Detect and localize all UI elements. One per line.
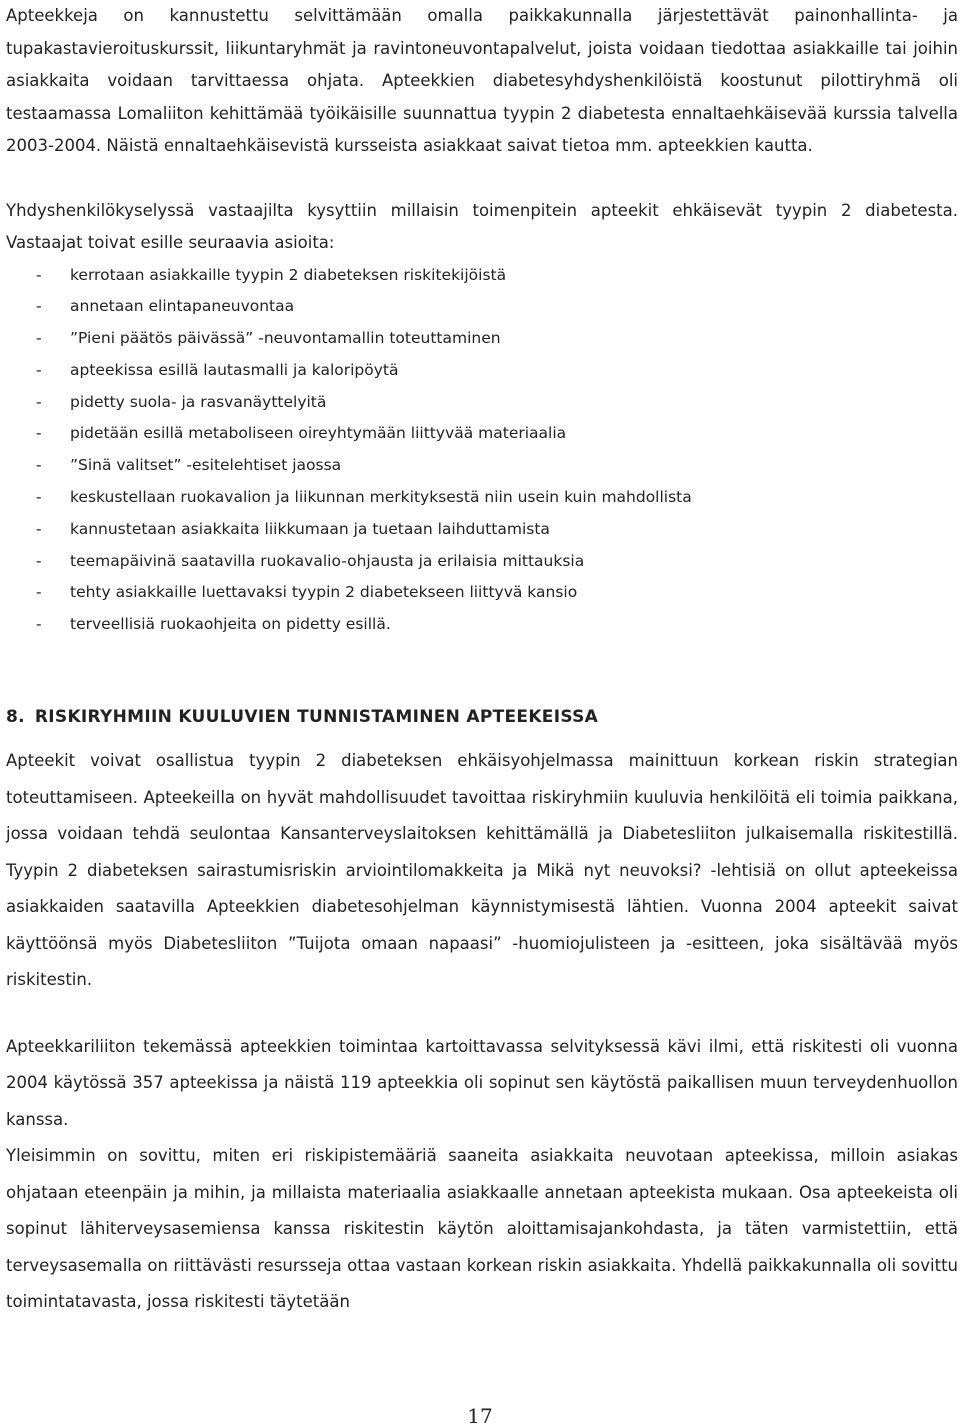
list-dash: - bbox=[36, 456, 42, 475]
list-dash: - bbox=[36, 392, 42, 411]
list-dash: - bbox=[36, 424, 42, 443]
paragraph-survey: Yhdyshenkilökyselyssä vastaajilta kysyttiin millaisin toimenpitein apteekit ehkäisevät tyypin 2 diabetesta. Vastaajat toivat esille seuraavia asioita: bbox=[6, 200, 958, 252]
list-dash: - bbox=[36, 583, 42, 602]
list-item bbox=[6, 514, 958, 546]
document-page bbox=[6, 0, 958, 1321]
list-item bbox=[6, 609, 958, 641]
list-dash: - bbox=[36, 360, 42, 379]
list-item-text: terveellisiä ruokaohjeita on pidetty esillä. bbox=[70, 615, 391, 634]
list-item bbox=[6, 291, 958, 323]
list-item-text: kerrotaan asiakkaille tyypin 2 diabeteksen riskitekijöistä bbox=[70, 265, 507, 284]
paragraph-practices: Yleisimmin on sovittu, miten eri riskipistemääriä saaneita asiakkaita neuvotaan apteekissa, milloin asiakas ohjataan eteenpäin ja mihin, ja millaista materiaalia asiakkaalle annetaan apteekista mukaan. Osa apteekeista oli sopinut lähiterveysasemiensa kanssa riskitestin käytön aloittamisajankohdasta, ja täten varmistettiin, että terveysasemalla on riittävästi resursseja ottaa vastaan korkean riskin asiakkaita. Yhdellä paikkakunnalla oli sovittu toimintatavasta, jossa riskitesti täytetään bbox=[6, 1146, 958, 1312]
section-heading bbox=[6, 701, 958, 733]
list-item bbox=[6, 387, 958, 419]
list-dash: - bbox=[36, 297, 42, 316]
list-dash: - bbox=[36, 329, 42, 348]
list-item bbox=[6, 482, 958, 514]
list-item-text: keskustellaan ruokavalion ja liikunnan merkityksestä niin usein kuin mahdollista bbox=[70, 488, 692, 507]
list-item bbox=[6, 323, 958, 355]
list-item-text: ”Pieni päätös päivässä” -neuvontamallin toteuttaminen bbox=[70, 329, 501, 348]
measures-list bbox=[6, 260, 958, 642]
page-number: 17 bbox=[467, 1404, 493, 1428]
list-dash: - bbox=[36, 615, 42, 634]
section-number: 8. bbox=[6, 707, 25, 728]
list-item bbox=[6, 546, 958, 578]
list-item-text: tehty asiakkaille luettavaksi tyypin 2 diabetekseen liittyvä kansio bbox=[70, 583, 578, 602]
list-dash: - bbox=[36, 488, 42, 507]
list-item-text: pidetään esillä metaboliseen oireyhtymään liittyvää materiaalia bbox=[70, 424, 567, 443]
list-item bbox=[6, 355, 958, 387]
paragraph-intro: Apteekkeja on kannustettu selvittämään omalla paikkakunnalla järjestettävät painonhallinta- ja tupakastavieroituskurssit, liikuntaryhmät ja ravintoneuvontapalvelut, joista voidaan tiedottaa asiakkaille tai joihin asiakkaita voidaan tarvittaessa ohjata. Apteekkien diabetesyhdyshenkilöistä koostunut pilottiryhmä oli testaamassa Lomaliiton kehittämää työikäisille suunnattua tyypin 2 diabetesta ennaltaehkäisevää kurssia talvella 2003-2004. Näistä ennaltaehkäisevistä kursseista asiakkaat saivat tietoa mm. apteekkien kautta. bbox=[6, 6, 958, 155]
list-item bbox=[6, 450, 958, 482]
list-item bbox=[6, 418, 958, 450]
list-dash: - bbox=[36, 265, 42, 284]
list-item-text: ”Sinä valitset” -esitelehtiset jaossa bbox=[70, 456, 342, 475]
section-8 bbox=[6, 701, 958, 1321]
list-dash: - bbox=[36, 519, 42, 538]
list-item-text: annetaan elintapaneuvontaa bbox=[70, 297, 295, 316]
list-item bbox=[6, 577, 958, 609]
list-item-text: kannustetaan asiakkaita liikkumaan ja tuetaan laihduttamista bbox=[70, 519, 550, 538]
list-item-text: pidetty suola- ja rasvanäyttelyitä bbox=[70, 392, 327, 411]
paragraph-strategy: Apteekit voivat osallistua tyypin 2 diabeteksen ehkäisyohjelmassa mainittuun korkean riskin strategian toteuttamiseen. Apteekeilla on hyvät mahdollisuudet tavoittaa riskiryhmiin kuuluvia henkilöitä eli toimia paikkana, jossa voidaan tehdä seulontaa Kansanterveyslaitoksen kehittämällä ja Diabetesliiton julkaisemalla riskitestillä. Tyypin 2 diabeteksen sairastumisriskin arviointilomakkeita ja Mikä nyt neuvoksi? -lehtisiä on ollut apteekeissa asiakkaiden saatavilla Apteekkien diabetesohjelman käynnistymisestä lähtien. Vuonna 2004 apteekit saivat käyttöönsä myös Diabetesliiton ”Tuijota omaan napaasi” -huomiojulisteen ja -esitteen, joka sisältävää myös riskitestin. bbox=[6, 751, 958, 990]
list-item-text: teemapäivinä saatavilla ruokavalio-ohjausta ja erilaisia mittauksia bbox=[70, 551, 585, 570]
list-dash: - bbox=[36, 551, 42, 570]
paragraph-survey-results: Apteekkariliiton tekemässä apteekkien toimintaa kartoittavassa selvityksessä kävi ilmi, että riskitesti oli vuonna 2004 käytössä 357 apteekissa ja näistä 119 apteekkia oli sopinut sen käytöstä paikallisen muun terveydenhuollon kanssa. bbox=[6, 1036, 958, 1129]
section-title: RISKIRYHMIIN KUULUVIEN TUNNISTAMINEN APTEEKEISSA bbox=[34, 707, 599, 728]
list-item bbox=[6, 260, 958, 292]
list-item-text: apteekissa esillä lautasmalli ja kaloripöytä bbox=[70, 360, 399, 379]
